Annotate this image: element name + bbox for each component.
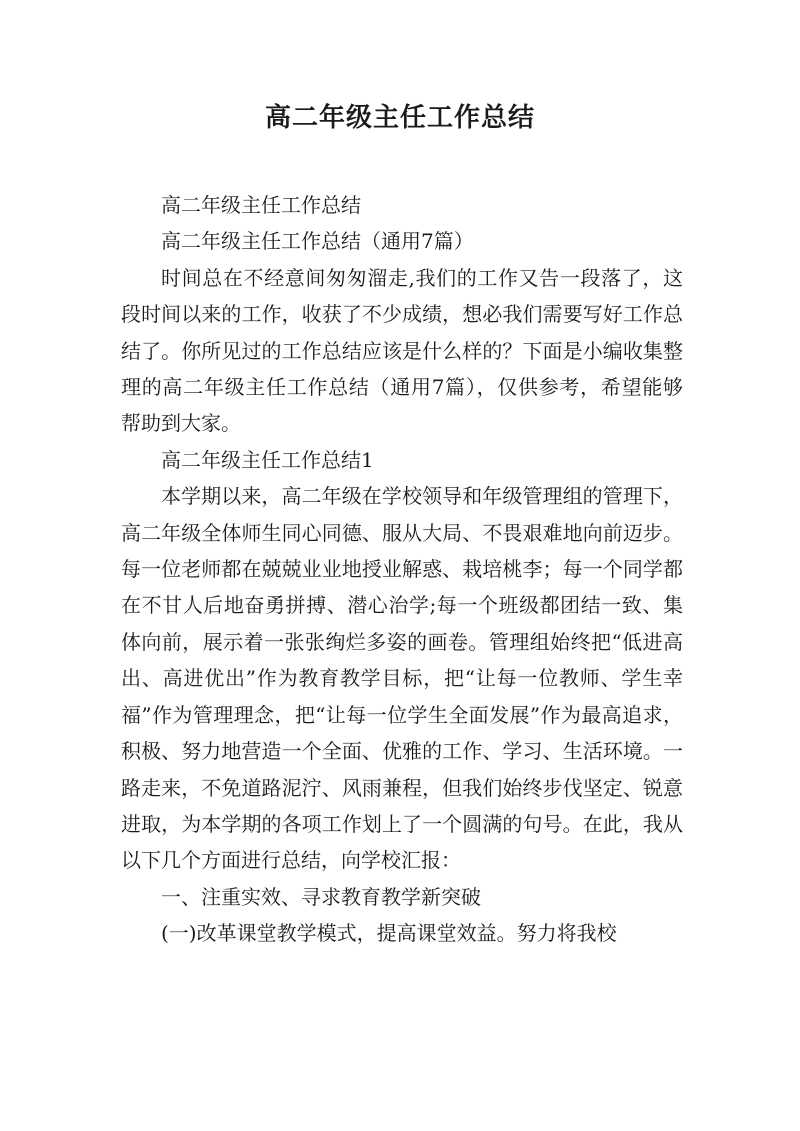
document-body bbox=[121, 187, 683, 952]
paragraph-subtitle: 高二年级主任工作总结（通用7篇） bbox=[161, 229, 474, 254]
paragraph-intro: 时间总在不经意间匆匆溜走,我们的工作又告一段落了，这段时间以来的工作，收获了不少成绩，想必我们需要写好工作总结了。你所见过的工作总结应该是什么样的？下面是小编收集整理的高二年级主任工作总结（通用7篇），仅供参考，希望能够帮助到大家。 bbox=[121, 265, 683, 436]
document-title: 高二年级主任工作总结 bbox=[264, 103, 535, 133]
paragraph-subheading-1: (一)改革课堂教学模式，提高课堂效益。努力将我校 bbox=[161, 921, 617, 946]
paragraph-heading-1: 一、注重实效、寻求教育教学新突破 bbox=[161, 884, 481, 909]
paragraph-heading-repeat: 高二年级主任工作总结 bbox=[161, 193, 361, 217]
paragraph-section-title-1: 高二年级主任工作总结1 bbox=[161, 447, 374, 472]
paragraph-summary: 本学期以来，高二年级在学校领导和年级管理组的管理下，高二年级全体师生同心同德、服从大局、不畏艰难地向前迈步。每一位老师都在兢兢业业地授业解惑、栽培桃李；每一个同学都在不甘人后地奋勇拼搏、潜心治学;每一个班级都团结一致、集体向前，展示着一张张绚烂多姿的画卷。管理组始终把“低进高出、高进优出”作为教育教学目标，把“让每一位教师、学生幸福”作为管理理念，把“让每一位学生全面发展”作为最高追求，积极、努力地营造一个全面、优雅的工作、学习、生活环境。一路走来，不免道路泥泞、风雨兼程，但我们始终步伐坚定、锐意进取，为本学期的各项工作划上了一个圆满的句号。在此，我从以下几个方面进行总结，向学校汇报： bbox=[121, 484, 683, 873]
